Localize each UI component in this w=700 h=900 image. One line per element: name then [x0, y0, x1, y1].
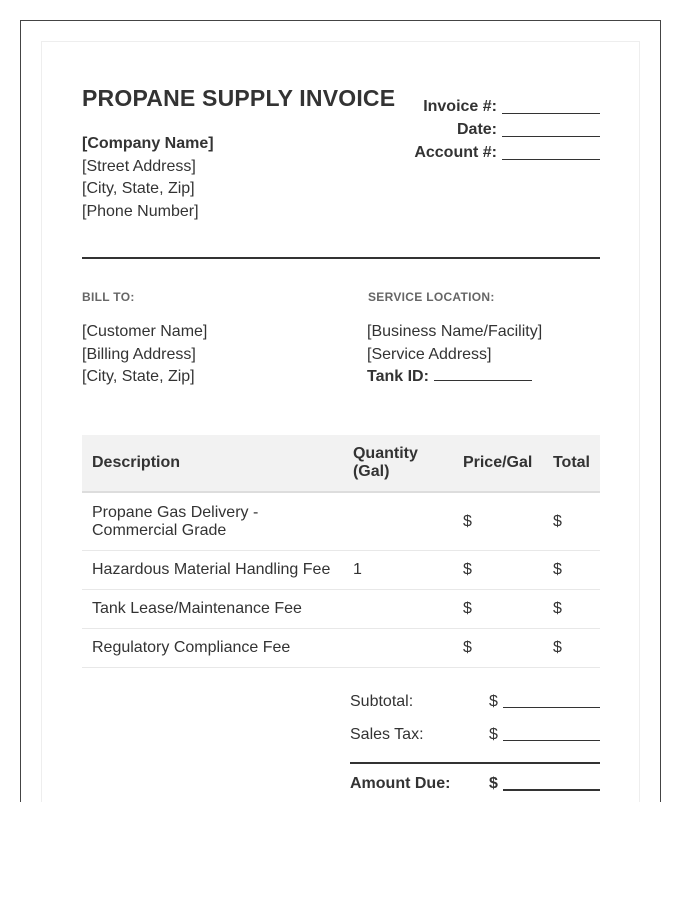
company-name: [Company Name] [82, 135, 214, 152]
billing-city-state-zip: [City, State, Zip] [82, 368, 195, 385]
business-name: [Business Name/Facility] [367, 323, 543, 340]
invoice-number-row [423, 98, 600, 116]
item-quantity[interactable] [343, 629, 453, 668]
item-price[interactable]: $ [453, 590, 543, 629]
account-number-label: Account #: [414, 144, 497, 161]
account-number-row [414, 144, 600, 162]
service-location-block [367, 321, 542, 389]
amount-due-field[interactable] [503, 775, 600, 791]
company-street-address: [Street Address] [82, 157, 196, 175]
table-row [82, 590, 600, 629]
subtotal-label: Subtotal: [350, 693, 414, 710]
item-description: Tank Lease/Maintenance Fee [82, 590, 343, 629]
invoice-number-label: Invoice #: [423, 98, 497, 115]
table-row [82, 629, 600, 668]
tank-id-field[interactable] [434, 366, 532, 381]
item-total[interactable]: $ [543, 590, 600, 629]
tank-id-label: Tank ID: [367, 368, 429, 385]
table-header-row [82, 435, 600, 492]
date-label: Date: [456, 121, 497, 138]
item-quantity[interactable]: 1 [343, 551, 453, 590]
column-header-price: Price/Gal [453, 435, 543, 492]
date-row [457, 121, 600, 139]
company-city-state-zip: [City, State, Zip] [82, 180, 195, 197]
date-field[interactable] [502, 122, 600, 137]
invoice-number-field[interactable] [502, 99, 600, 114]
invoice-title: PROPANE SUPPLY INVOICE [82, 85, 396, 111]
table-row [82, 492, 600, 551]
column-header-total: Total [543, 435, 600, 492]
company-block [82, 133, 214, 223]
item-total[interactable]: $ [543, 629, 600, 668]
amount-due-currency: $ [489, 775, 498, 792]
account-number-field[interactable] [502, 145, 600, 160]
customer-name: [Customer Name] [82, 323, 208, 340]
item-description: Regulatory Compliance Fee [82, 629, 343, 668]
item-quantity[interactable] [343, 492, 453, 551]
company-phone: [Phone Number] [82, 202, 199, 220]
sales-tax-row [350, 726, 600, 746]
amount-due-row [350, 775, 600, 795]
item-total[interactable]: $ [543, 492, 600, 551]
tank-id-row [367, 366, 542, 389]
sales-tax-currency: $ [489, 726, 498, 743]
subtotal-row [350, 693, 600, 713]
billing-address: [Billing Address] [82, 345, 196, 363]
amount-due-label: Amount Due: [350, 775, 451, 792]
item-quantity[interactable] [343, 590, 453, 629]
subtotal-currency: $ [489, 693, 498, 710]
item-description: Hazardous Material Handling Fee [82, 551, 343, 590]
service-address: [Service Address] [367, 345, 492, 363]
bill-to-label: BILL TO: [82, 290, 135, 304]
subtotal-field[interactable] [503, 693, 600, 708]
column-header-quantity: Quantity (Gal) [343, 435, 453, 492]
totals-divider [350, 762, 600, 764]
item-description: Propane Gas Delivery - Commercial Grade [82, 492, 343, 551]
service-location-label: SERVICE LOCATION: [368, 290, 495, 304]
sales-tax-field[interactable] [503, 726, 600, 741]
header-divider [82, 257, 600, 259]
bill-to-block [82, 321, 207, 389]
column-header-description: Description [82, 435, 343, 492]
item-total[interactable]: $ [543, 551, 600, 590]
item-price[interactable]: $ [453, 551, 543, 590]
sales-tax-label: Sales Tax: [350, 726, 424, 743]
item-price[interactable]: $ [453, 629, 543, 668]
table-row [82, 551, 600, 590]
line-items-table [82, 435, 600, 668]
item-price[interactable]: $ [453, 492, 543, 551]
